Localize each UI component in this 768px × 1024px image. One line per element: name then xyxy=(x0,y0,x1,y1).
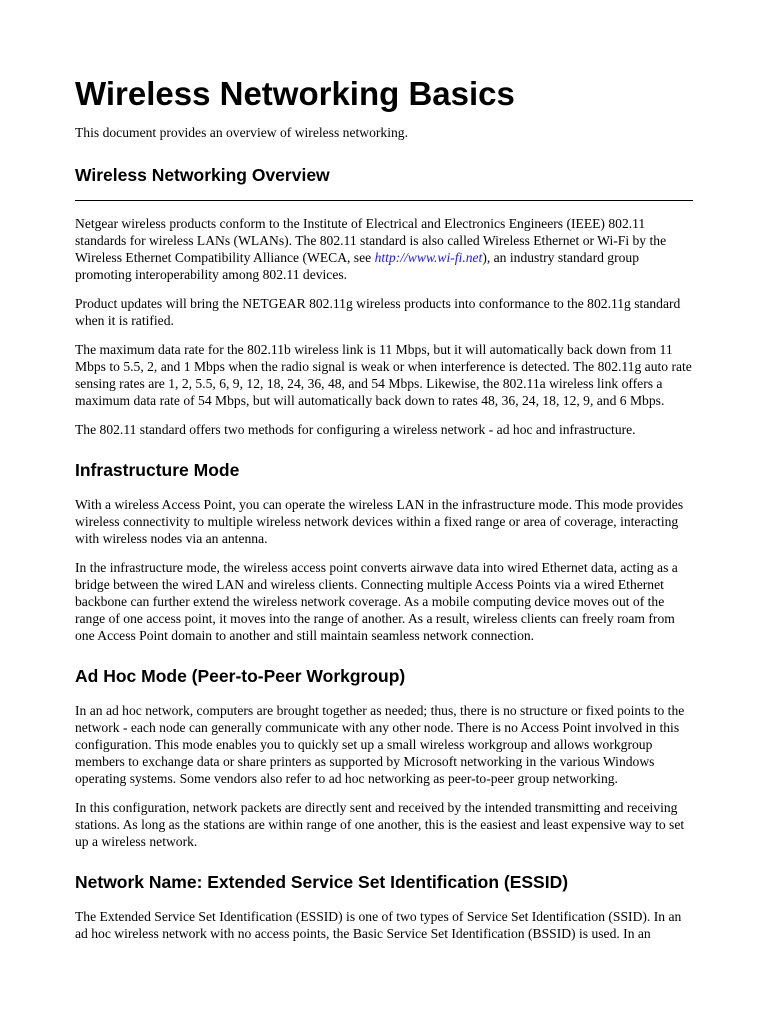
overview-paragraph-2: Product updates will bring the NETGEAR 802.11g wireless products into conformance to the 802.11g standard when it is ratified. xyxy=(75,296,681,328)
overview-heading: Wireless Networking Overview xyxy=(75,165,330,185)
essid-paragraph-1: The Extended Service Set Identification (ESSID) is one of two types of Service Set Identification (SSID). In an ad hoc wireless network with no access points, the Basic Service Set Identification (BSSID) is used. In an xyxy=(75,909,682,941)
infrastructure-paragraph-1: With a wireless Access Point, you can operate the wireless LAN in the infrastructure mode. This mode provides wireless connectivity to multiple wireless network devices within a fixed range or area of coverage, interacting with wireless nodes via an antenna. xyxy=(75,497,684,546)
adhoc-heading: Ad Hoc Mode (Peer-to-Peer Workgroup) xyxy=(75,666,406,686)
adhoc-paragraph-1: In an ad hoc network, computers are brought together as needed; thus, there is no structure or fixed points to the network - each node can generally communicate with any other node. There is no Access Point involved in this configuration. This mode enables you to quickly set up a small wireless workgroup and allows workgroup members to exchange data or share printers as supported by Microsoft networking in the various Windows operating systems. Some vendors also refer to ad hoc networking as peer-to-peer group networking. xyxy=(75,703,685,786)
overview-paragraph-4: The 802.11 standard offers two methods for configuring a wireless network - ad hoc and infrastructure. xyxy=(75,422,636,437)
document-page xyxy=(75,73,693,942)
essid-heading: Network Name: Extended Service Set Identification (ESSID) xyxy=(75,872,569,892)
infrastructure-paragraph-2: In the infrastructure mode, the wireless access point converts airwave data into wired Ethernet data, acting as a bridge between the wired LAN and wireless clients. Connecting multiple Access Points via a wired Ethernet backbone can further extend the wireless network coverage. As a mobile computing device moves out of the range of one access point, it moves into the range of another. As a result, wireless clients can freely roam from one Access Point domain to another and still maintain seamless network connection. xyxy=(75,560,678,643)
section-divider xyxy=(75,200,693,201)
document-title: Wireless Networking Basics xyxy=(75,75,515,112)
overview-paragraph-1 xyxy=(75,215,693,283)
wifi-org-link[interactable]: http://www.wi-fi.net xyxy=(374,250,483,265)
overview-p1-text-end: ), an industry standard group promoting interoperability among 802.11 devices. xyxy=(75,250,640,282)
adhoc-paragraph-2: In this configuration, network packets are directly sent and received by the intended transmitting and receiving stations. As long as the stations are within range of one another, this is the easiest and least expensive way to set up a wireless network. xyxy=(75,800,685,849)
overview-p1-text-start: Netgear wireless products conform to the Institute of Electrical and Electronics Engineers (IEEE) 802.11 standards for wireless LANs (WLANs). The 802.11 standard is also called Wireless Ethernet or Wi-Fi by the Wireless Ethernet Compatibility Alliance (WECA, see xyxy=(75,216,667,265)
infrastructure-heading: Infrastructure Mode xyxy=(75,460,240,480)
intro-paragraph: This document provides an overview of wireless networking. xyxy=(75,125,408,140)
overview-paragraph-3: The maximum data rate for the 802.11b wireless link is 11 Mbps, but it will automatically back down from 11 Mbps to 5.5, 2, and 1 Mbps when the radio signal is weak or when interference is detected. The 802.11g auto rate sensing rates are 1, 2, 5.5, 6, 9, 12, 18, 24, 36, 48, and 54 Mbps. Likewise, the 802.11a wireless link offers a maximum data rate of 54 Mbps, but will automatically back down to rates 48, 36, 24, 18, 12, 9, and 6 Mbps. xyxy=(75,342,692,408)
